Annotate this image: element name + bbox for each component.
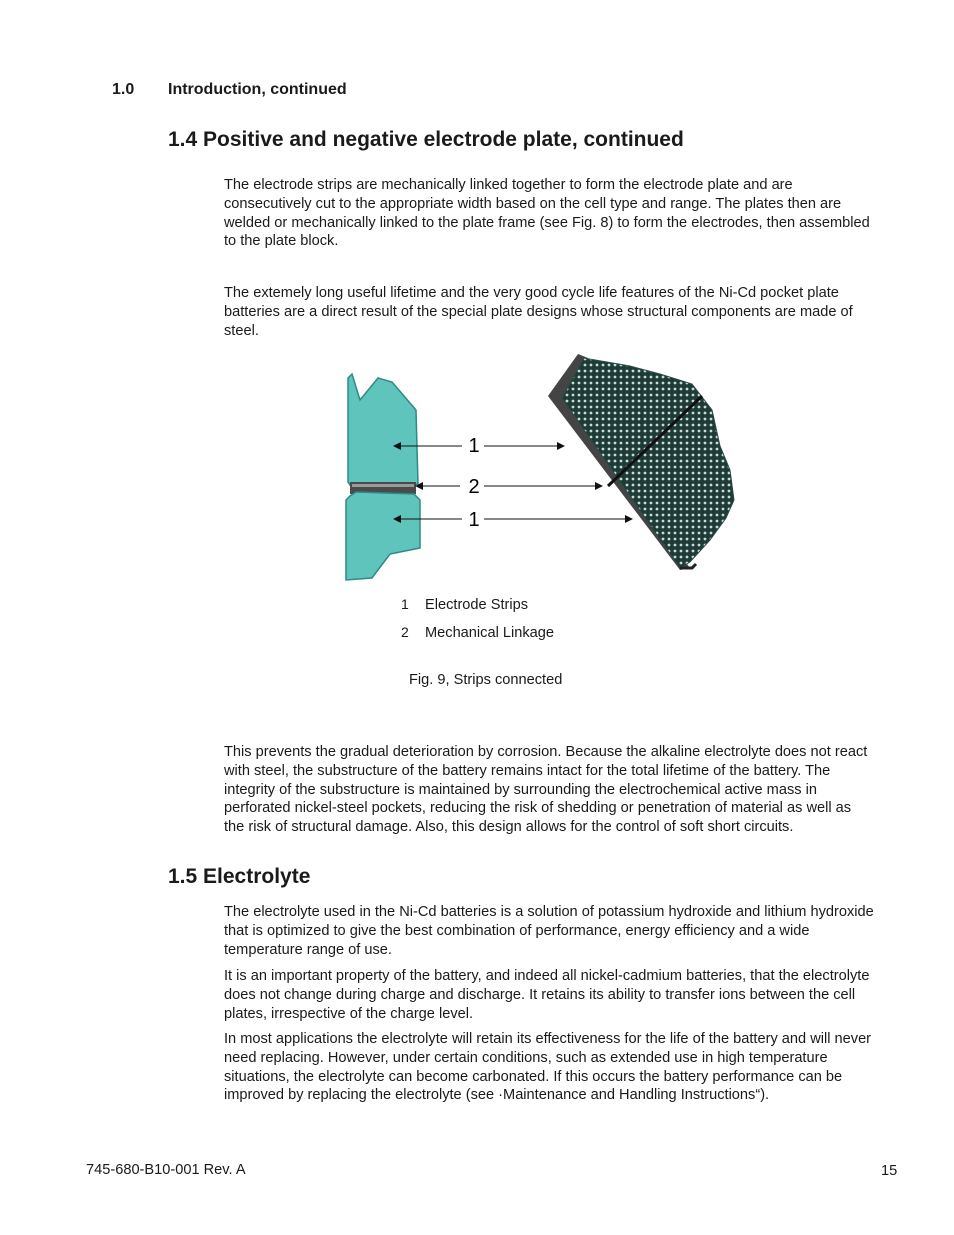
strip-side-view bbox=[346, 374, 420, 580]
upper-strip bbox=[348, 374, 418, 488]
callout-label: 1 bbox=[468, 435, 480, 457]
heading-1-4: 1.4 Positive and negative electrode plate, continued bbox=[168, 128, 684, 151]
callout-label: 2 bbox=[468, 476, 480, 498]
legend-number: 2 bbox=[401, 624, 409, 640]
legend-label: Mechanical Linkage bbox=[425, 625, 554, 641]
paragraph: The electrode strips are mechanically linked together to form the electrode plate and are consecutively cut to the appropriate width based on the cell type and range. The plates then are welded or mechanically linked to the plate frame (see Fig. 8) to form the electrodes, then assembled to the plate block. bbox=[224, 177, 870, 250]
section-title: Introduction, continued bbox=[168, 81, 347, 98]
figure-caption: Fig. 9, Strips connected bbox=[409, 672, 563, 688]
footer-page-number: 15 bbox=[881, 1163, 898, 1179]
plate-face bbox=[562, 358, 734, 568]
heading-1-5: 1.5 Electrolyte bbox=[168, 865, 311, 888]
paragraph: This prevents the gradual deterioration by corrosion. Because the alkaline electrolyte does not react with steel, the substructure of the battery remains intact for the total lifetime of the battery. The integrity of the substructure is maintained by surrounding the electrochemical active mass in perforated nickel-steel pockets, reducing the risk of shedding or penetration of material as well as the risk of structural damage. Also, this design allows for the control of soft short circuits. bbox=[224, 744, 868, 836]
lower-strip bbox=[346, 492, 420, 580]
footer-doc-number: 745-680-B10-001 Rev. A bbox=[86, 1162, 246, 1178]
section-number: 1.0 bbox=[112, 81, 135, 98]
electrode-strips-figure bbox=[330, 350, 750, 585]
callout-label: 1 bbox=[468, 509, 480, 531]
paragraph: It is an important property of the battery, and indeed all nickel-cadmium batteries, that the electrolyte does not change during charge and discharge. It retains its ability to transfer ions between the cell plates, irrespective of the charge level. bbox=[224, 968, 870, 1022]
paragraph: In most applications the electrolyte will retain its effectiveness for the life of the battery and will never need replacing. However, under certain conditions, such as extended use in high temperature situations, the electrolyte can become carbonated. If this occurs the battery performance can be improved by replacing the electrolyte (see ·Maintenance and Handling Instructions“). bbox=[224, 1031, 872, 1104]
paragraph: The electrolyte used in the Ni-Cd batteries is a solution of potassium hydroxide and lithium hydroxide that is optimized to give the best combination of performance, energy efficiency and a wide temperature range of use. bbox=[224, 904, 874, 958]
plate-perspective-view bbox=[548, 354, 734, 570]
legend-label: Electrode Strips bbox=[425, 597, 529, 613]
legend-number: 1 bbox=[401, 596, 409, 612]
paragraph: The extemely long useful lifetime and the very good cycle life features of the Ni-Cd pocket plate batteries are a direct result of the special plate designs whose structural components are made of steel. bbox=[224, 285, 853, 339]
